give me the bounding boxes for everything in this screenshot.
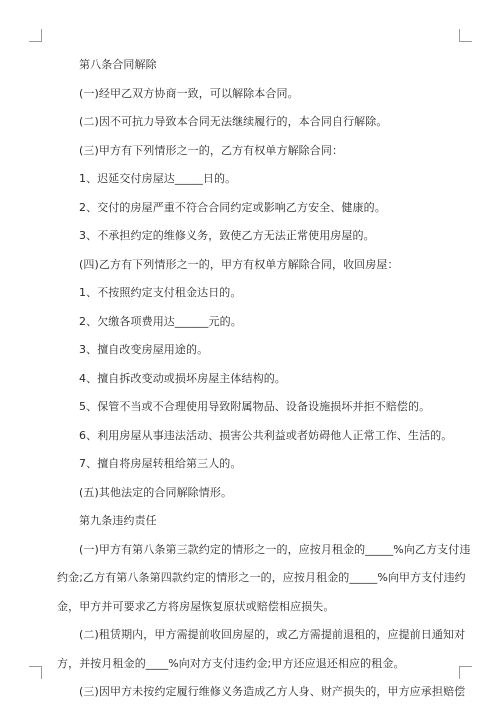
clause-paragraph <box>57 542 471 613</box>
list-item: 7、擅自将房屋转租给第三人的。 <box>79 457 242 470</box>
list-item: 6、利用房屋从事违法活动、损害公共利益或者妨碍他人正常工作、生活的。 <box>79 428 453 442</box>
paragraph-line: (一)甲方有第八条第三款约定的情形之一的，应按月租金的_____%向乙方支付违 <box>79 542 471 556</box>
section-heading: 第九条违约责任 <box>79 514 157 527</box>
clause-paragraph <box>79 685 466 698</box>
list-item: 4、擅自拆改变动或损坏房屋主体结构的。 <box>79 371 286 385</box>
list-item: 3、不承担约定的维修义务，致使乙方无法正常使用房屋的。 <box>79 229 375 242</box>
document-body <box>57 58 471 714</box>
crop-mark-bottom-right <box>459 666 472 679</box>
clause-line: (三)甲方有下列情形之一的，乙方有权单方解除合同： <box>79 143 344 157</box>
list-item: 5、保管不当或不合理使用导致附属物品、设备设施损坏并拒不赔偿的。 <box>79 400 431 413</box>
crop-mark-top-left <box>29 29 42 42</box>
list-item: 2、欠缴各项费用达______元的。 <box>79 314 242 328</box>
crop-mark-bottom-left <box>29 666 42 679</box>
list-item: 3、擅自改变房屋用途的。 <box>79 343 209 356</box>
clause-paragraph <box>57 628 466 670</box>
paragraph-line: (二)租赁期内，甲方需提前收回房屋的，或乙方需提前退租的，应提前日通知对 <box>79 628 466 641</box>
crop-mark-top-right <box>459 29 472 42</box>
list-item: 1、迟延交付房屋达_____日的。 <box>79 172 237 185</box>
clause-line: (一)经甲乙双方协商一致，可以解除本合同。 <box>79 86 299 100</box>
paragraph-line: 约金;乙方有第八条第四款约定的情形之一的，应按月租金的_____%向甲方支付违约 <box>57 571 466 584</box>
clause-line: (四)乙方有下列情形之一的，甲方有权单方解除合同，收回房屋： <box>79 257 399 271</box>
list-item: 2、交付的房屋严重不符合合同约定或影响乙方安全、健康的。 <box>79 200 386 214</box>
clause-line: (二)因不可抗力导致本合同无法继续履行的，本合同自行解除。 <box>79 115 388 128</box>
section-heading: 第八条合同解除 <box>79 58 157 71</box>
paragraph-line: 方，并按月租金的____%向对方支付违约金;甲方还应退还相应的租金。 <box>57 656 405 670</box>
paragraph-line: (三)因甲方未按约定履行维修义务造成乙方人身、财产损失的，甲方应承担赔偿 <box>79 685 466 698</box>
list-item: 1、不按照约定支付租金达日的。 <box>79 286 242 299</box>
paragraph-line: 金，甲方并可要求乙方将房屋恢复原状或赔偿相应损失。 <box>57 599 335 613</box>
clause-line: (五)其他法定的合同解除情形。 <box>79 485 233 499</box>
